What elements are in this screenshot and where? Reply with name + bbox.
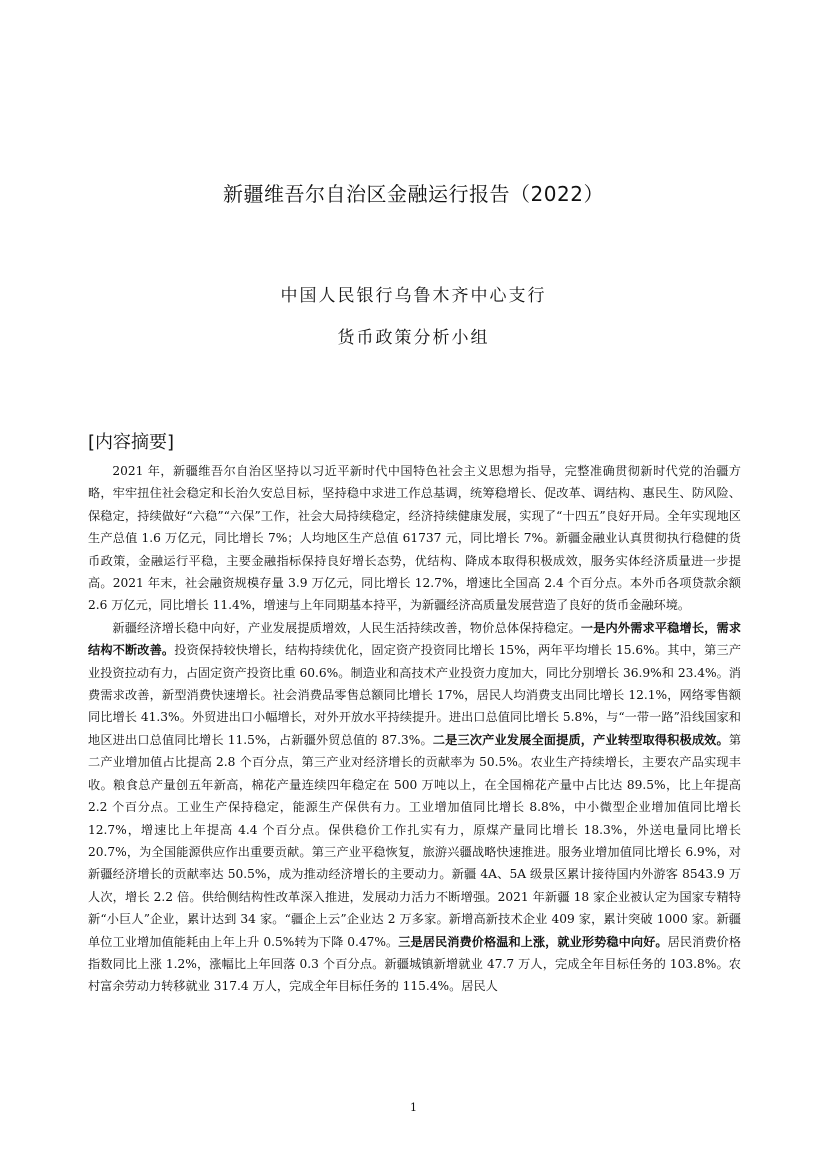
report-title: 新疆维吾尔自治区金融运行报告（2022） bbox=[223, 182, 604, 206]
paragraph-prices-detail: 居民消费价格指数同比上涨 1.2%，涨幅比上年回落 0.3 个百分点。新疆城镇新增就业 47.7 万人，完成全年目标任务的 103.8%。农村富余劳动力转移就业 317.4 万人，完成全年目标任务的 115.4%。居民人 bbox=[88, 934, 742, 994]
issuing-organization: 中国人民银行乌鲁木齐中心支行 bbox=[280, 286, 547, 306]
paragraph-demand-detail: 投资保持较快增长，结构持续优化，固定资产投资同比增长 15%，两年平均增长 15.6%。其中，第三产业投资拉动有力，占固定资产投资比重 60.6%。制造业和高技术产业投资力度加大，同比分别增长 36.9%和 23.4%。消费需求改善，新型消费快速增长。社会消费品零售总额同比增长 17%，居民人均消费支出同比增长 12.1%，网络零售额同比增长 41.3%。外贸进出口小幅增长，对外开放水平持续提升。进出口总值同比增长 5.8%，与“一带一路”沿线国家和地区进出口总值同比增长 11.5%，占新疆外贸总值的 87.3%。 bbox=[88, 643, 742, 747]
page-number: 1 bbox=[410, 1101, 417, 1114]
abstract-body bbox=[88, 460, 741, 998]
abstract-heading: [内容摘要] bbox=[88, 432, 175, 453]
issuing-group: 货币政策分析小组 bbox=[337, 328, 490, 348]
highlight-prices: 三是居民消费价格温和上涨，就业形势稳中向好。 bbox=[398, 934, 668, 949]
highlight-demand: 一是内外需求平稳增长，需求结构不断改善。 bbox=[88, 620, 742, 658]
paragraph-overview: 2021 年，新疆维吾尔自治区坚持以习近平新时代中国特色社会主义思想为指导，完整准确贯彻新时代党的治疆方略，牢牢扭住社会稳定和长治久安总目标，坚持稳中求进工作总基调，统筹稳增长、促改革、调结构、惠民生、防风险、保稳定，持续做好“六稳”“六保”工作，社会大局持续稳定，经济持续健康发展，实现了“十四五”良好开局。全年实现地区生产总值 1.6 万亿元，同比增长 7%；人均地区生产总值 61737 元，同比增长 7%。新疆金融业认真贯彻执行稳健的货币政策，金融运行平稳，主要金融指标保持良好增长态势，优结构、降成本取得积极成效，服务实体经济质量进一步提高。2021 年末，社会融资规模存量 3.9 万亿元，同比增长 12.7%，增速比全国高 2.4 个百分点。本外币各项贷款余额 2.6 万亿元，同比增长 11.4%，增速与上年同期基本持平，为新疆经济高质量发展营造了良好的货币金融环境。 bbox=[88, 464, 741, 613]
paragraph-economy bbox=[88, 617, 741, 998]
paragraph-industry-detail: 第二产业增加值占比提高 2.8 个百分点，第三产业对经济增长的贡献率为 50.5%。农业生产持续增长，主要农产品实现丰收。粮食总产量创五年新高，棉花产量连续四年稳定在 500 万吨以上，在全国棉花产量中占比达 89.5%，比上年提高 2.2 个百分点。工业生产保持稳定，能源生产保供有力。工业增加值同比增长 8.8%，中小微型企业增加值同比增长 12.7%，增速比上年提高 4.4 个百分点。保供稳价工作扎实有力，原煤产量同比增长 18.3%，外送电量同比增长 20.7%，为全国能源供应作出重要贡献。第三产业平稳恢复，旅游兴疆战略快速推进。服务业增加值同比增长 6.9%，对新疆经济增长的贡献率达 50.5%，成为推动经济增长的主要动力。新疆 4A、5A 级景区累计接待国内外游客 8543.9 万人次，增长 2.2 倍。供给侧结构性改革深入推进，发展动力活力不断增强。2021 年新疆 18 家企业被认定为国家专精特新“小巨人”企业，累计达到 34 家。“疆企上云”企业达 2 万多家。新增高新技术企业 409 家，累计突破 1000 家。新疆单位工业增加值能耗由上年上升 0.5%转为下降 0.47%。 bbox=[88, 732, 742, 949]
paragraph-economy-intro: 新疆经济增长稳中向好，产业发展提质增效，人民生活持续改善，物价总体保持稳定。 bbox=[112, 620, 581, 635]
highlight-industry: 二是三次产业发展全面提质，产业转型取得积极成效。 bbox=[432, 732, 729, 747]
